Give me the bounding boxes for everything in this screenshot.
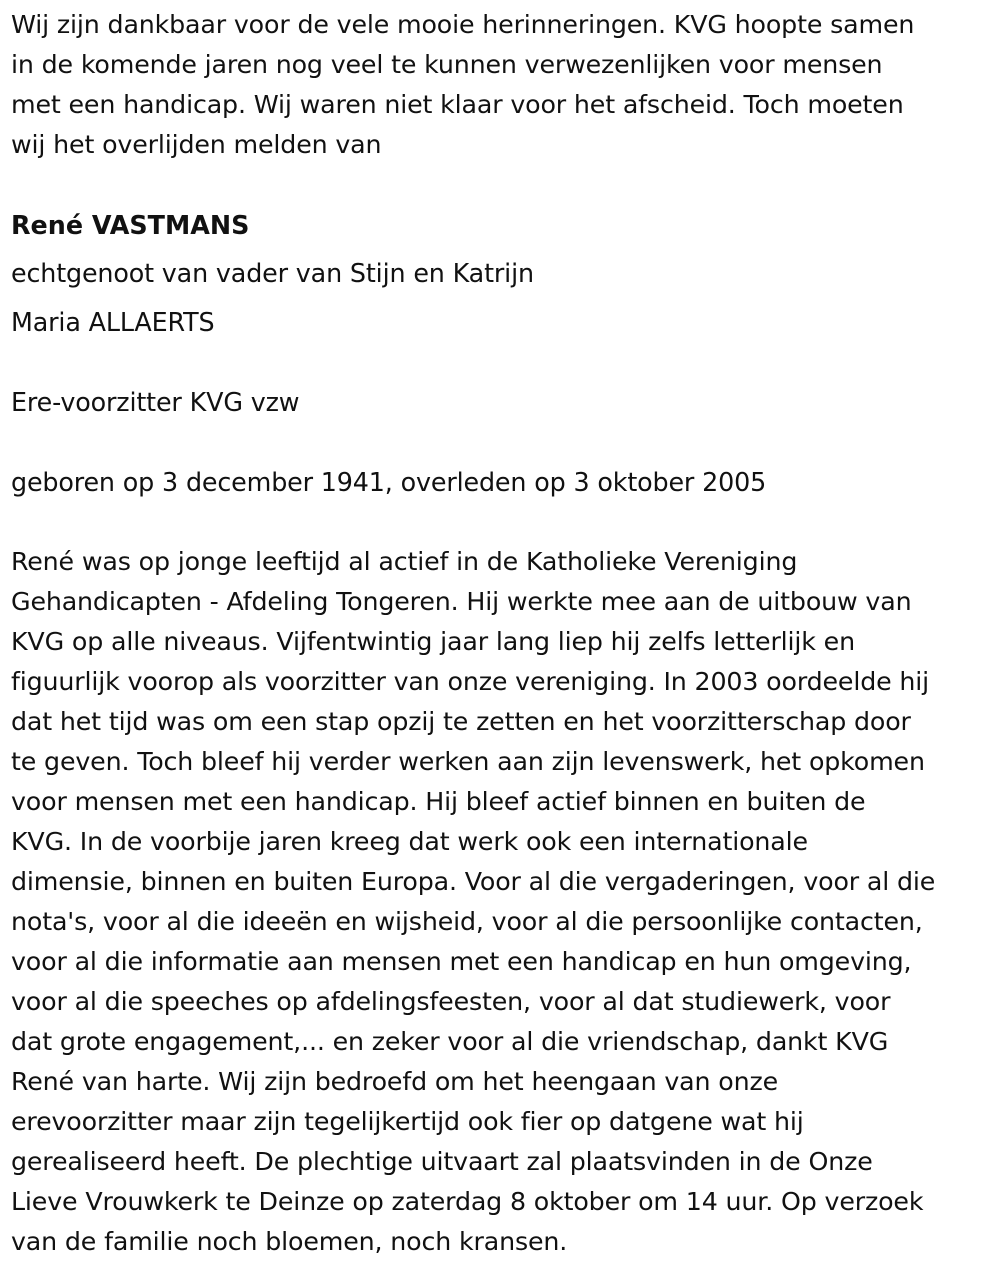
tribute-line: voor al die speeches op afdelingsfeesten, voor al dat studiewerk, voor — [11, 987, 891, 1016]
tribute-line: dat het tijd was om een stap opzij te zetten en het voorzitterschap door — [11, 707, 911, 736]
honorary-title: Ere-voorzitter KVG vzw — [11, 387, 300, 417]
tribute-line: dat grote engagement,... en zeker voor al die vriendschap, dankt KVG — [11, 1027, 889, 1056]
tribute-line: KVG. In de voorbije jaren kreeg dat werk ook een internationale — [11, 827, 808, 856]
tribute-line: dimensie, binnen en buiten Europa. Voor al die vergaderingen, voor al die — [11, 867, 936, 896]
life-dates: geboren op 3 december 1941, overleden op 3 oktober 2005 — [11, 467, 767, 497]
tribute-line: van de familie noch bloemen, noch kransen. — [11, 1227, 568, 1256]
tribute-line: erevoorzitter maar zijn tegelijkertijd ook fier op datgene wat hij — [11, 1107, 804, 1136]
tribute-line: Lieve Vrouwkerk te Deinze op zaterdag 8 oktober om 14 uur. Op verzoek — [11, 1187, 924, 1216]
relation-line: echtgenoot van vader van Stijn en Katrijn — [11, 258, 534, 288]
tribute-line: te geven. Toch bleef hij verder werken aan zijn levenswerk, het opkomen — [11, 747, 925, 776]
tribute-line: René van harte. Wij zijn bedroefd om het heengaan van onze — [11, 1067, 778, 1096]
tribute-line: KVG op alle niveaus. Vijfentwintig jaar lang liep hij zelfs letterlijk en — [11, 627, 855, 656]
tribute-line: voor al die informatie aan mensen met een handicap en hun omgeving, — [11, 947, 912, 976]
tribute-line: nota's, voor al die ideeën en wijsheid, voor al die persoonlijke contacten, — [11, 907, 923, 936]
tribute-line: René was op jonge leeftijd al actief in de Katholieke Vereniging — [11, 547, 798, 576]
deceased-name: René VASTMANS — [11, 210, 250, 240]
intro-line: wij het overlijden melden van — [11, 130, 382, 159]
tribute-line: voor mensen met een handicap. Hij bleef actief binnen en buiten de — [11, 787, 866, 816]
spouse-line: Maria ALLAERTS — [11, 307, 215, 337]
intro-line: met een handicap. Wij waren niet klaar voor het afscheid. Toch moeten — [11, 90, 904, 119]
tribute-line: figuurlijk voorop als voorzitter van onze vereniging. In 2003 oordeelde hij — [11, 667, 930, 696]
tribute-line: Gehandicapten - Afdeling Tongeren. Hij werkte mee aan de uitbouw van — [11, 587, 912, 616]
intro-paragraph — [11, 5, 993, 165]
tribute-paragraph — [11, 542, 993, 1262]
tribute-line: gerealiseerd heeft. De plechtige uitvaart zal plaatsvinden in de Onze — [11, 1147, 873, 1176]
intro-line: Wij zijn dankbaar voor de vele mooie herinneringen. KVG hoopte samen — [11, 10, 915, 39]
intro-line: in de komende jaren nog veel te kunnen verwezenlijken voor mensen — [11, 50, 883, 79]
